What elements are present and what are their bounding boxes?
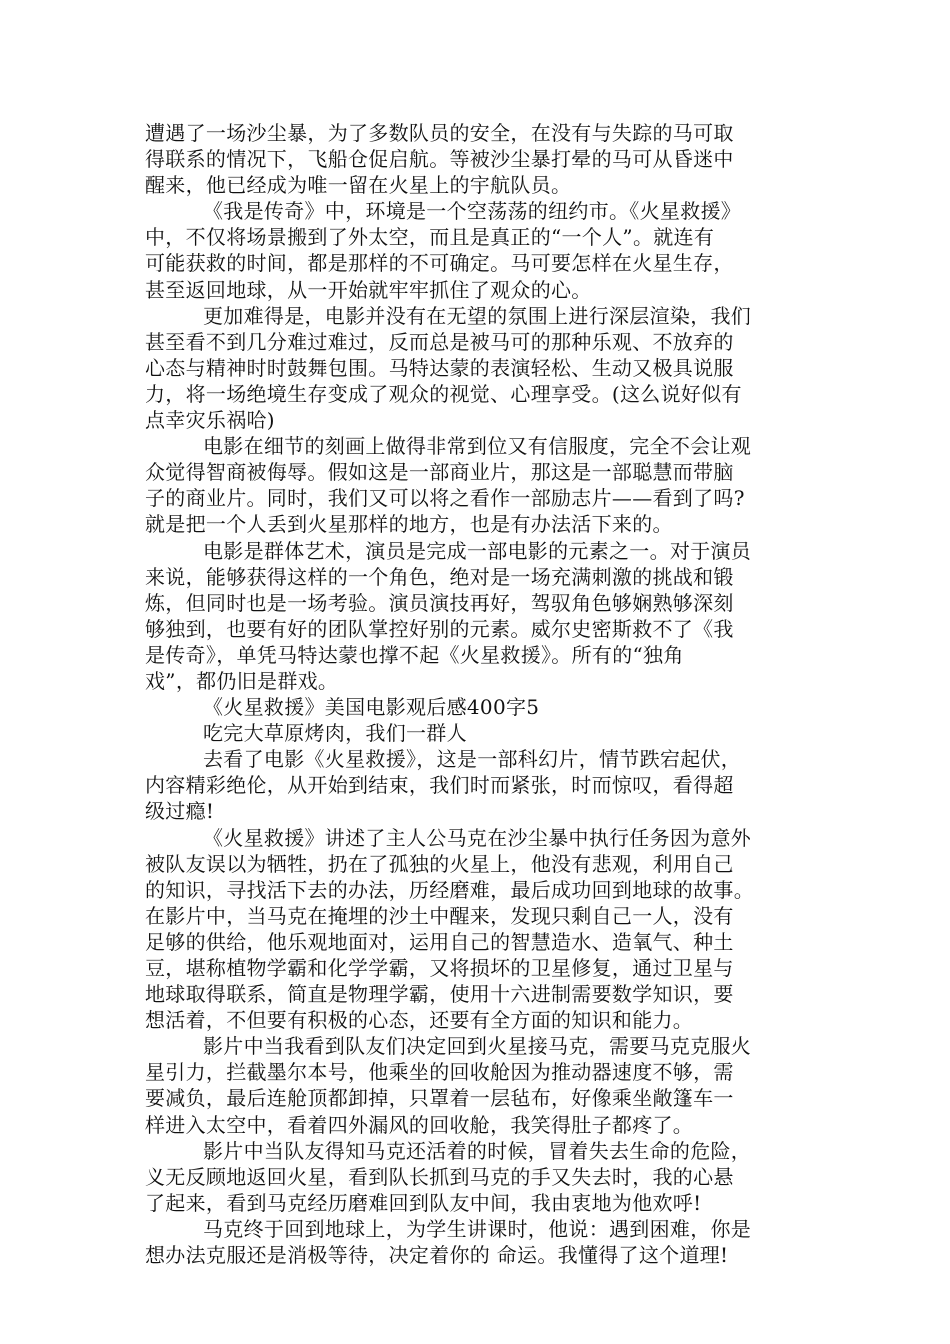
text-line: 级过瘾! [145,799,215,824]
text-line: 炼，但同时也是一场考验。演员演技再好，驾驭角色够娴熟够深刻 [145,590,734,615]
text-line: 影片中当队友得知马克还活着的时候，冒着失去生命的危险， [203,1138,752,1163]
text-line: 子的商业片。同时，我们又可以将之看作一部励志片——看到了吗? [145,486,745,511]
text-line: 来说，能够获得这样的一个角色，绝对是一场充满刺激的挑战和锻 [145,564,734,589]
text-line: 去看了电影《火星救援》，这是一部科幻片，情节跌宕起伏， [203,747,742,772]
text-line: 就是把一个人丢到火星那样的地方，也是有办法活下来的。 [145,512,673,537]
text-line: 醒来，他已经成为唯一留在火星上的宇航队员。 [145,173,572,198]
text-line: 《火星救援》美国电影观后感400字5 [203,695,540,720]
text-line: 可能获救的时间，都是那样的不可确定。马可要怎样在火星生存， [145,251,734,276]
text-line: 点幸灾乐祸哈) [145,408,275,433]
text-line: 甚至看不到几分难过难过，反而总是被马可的那种乐观、不放弃的 [145,329,734,354]
text-line: 被队友误以为牺牲，扔在了孤独的火星上，他没有悲观，利用自己 [145,851,734,876]
text-line: 够独到，也要有好的团队掌控好别的元素。威尔史密斯救不了《我 [145,616,734,641]
text-line: 吃完大草原烤肉，我们一群人 [203,721,467,746]
text-line: 得联系的情况下，飞船仓促启航。等被沙尘暴打晕的马可从昏迷中 [145,147,734,172]
text-line: 影片中当我看到队友们决定回到火星接马克，需要马克克服火 [203,1034,752,1059]
text-line: 样进入太空中，看着四外漏风的回收舱，我笑得肚子都疼了。 [145,1112,694,1137]
text-line: 甚至返回地球，从一开始就牢牢抓住了观众的心。 [145,277,592,302]
text-line: 戏”，都仍旧是群戏。 [145,668,339,693]
text-line: 的知识，寻找活下去的办法，历经磨难，最后成功回到地球的故事。 [145,877,754,902]
text-line: 豆，堪称植物学霸和化学学霸，又将损坏的卫星修复，通过卫星与 [145,956,734,980]
text-line: 在影片中，当马克在掩埋的沙土中醒来，发现只剩自己一人，没有 [145,903,734,928]
text-line: 众觉得智商被侮辱。假如这是一部商业片，那这是一部聪慧而带脑 [145,460,734,485]
text-line: 要减负，最后连舱顶都卸掉，只罩着一层毡布，好像乘坐敞篷车一 [145,1086,734,1111]
text-line: 了起来，看到马克经历磨难回到队友中间，我由衷地为他欢呼! [145,1190,702,1215]
text-line: 想活着，不但要有积极的心态，还要有全方面的知识和能力。 [145,1008,694,1033]
text-line: 电影在细节的刻画上做得非常到位又有信服度，完全不会让观 [203,434,752,459]
text-line: 遭遇了一场沙尘暴，为了多数队员的安全，在没有与失踪的马可取 [145,121,734,145]
text-line: 义无反顾地返回火星，看到队长抓到马克的手又失去时，我的心悬 [145,1164,734,1189]
text-line: 是传奇》，单凭马特达蒙也撑不起《火星救援》。所有的“独角 [145,642,684,667]
text-line: 《我是传奇》中，环境是一个空荡荡的纽约市。《火星救援》 [203,199,742,224]
text-line: 马克终于回到地球上，为学生讲课时，他说：遇到困难，你是 [203,1216,752,1241]
document-body [145,120,810,1268]
text-line: 心态与精神时时鼓舞包围。马特达蒙的表演轻松、生动又极具说服 [145,355,734,380]
text-line: 足够的供给，他乐观地面对，运用自己的智慧造水、造氧气、种土 [145,929,734,954]
text-line: 内容精彩绝伦，从开始到结束，我们时而紧张，时而惊叹，看得超 [145,773,734,798]
text-line: 电影是群体艺术，演员是完成一部电影的元素之一。对于演员 [203,538,752,563]
text-line: 更加难得是，电影并没有在无望的氛围上进行深层渲染，我们 [203,303,752,328]
text-line: 地球取得联系，简直是物理学霸，使用十六进制需要数学知识，要 [145,982,734,1007]
text-line: 《火星救援》讲述了主人公马克在沙尘暴中执行任务因为意外 [203,825,752,850]
text-line: 中，不仅将场景搬到了外太空，而且是真正的“一个人”。就连有 [145,225,715,250]
text-line: 力，将一场绝境生存变成了观众的视觉、心理享受。(这么说好似有 [145,381,742,406]
text-line: 想办法克服还是消极等待，决定着你的 命运。我懂得了这个道理! [145,1243,729,1268]
text-line: 星引力，拦截墨尔本号，他乘坐的回收舱因为推动器速度不够，需 [145,1060,734,1085]
